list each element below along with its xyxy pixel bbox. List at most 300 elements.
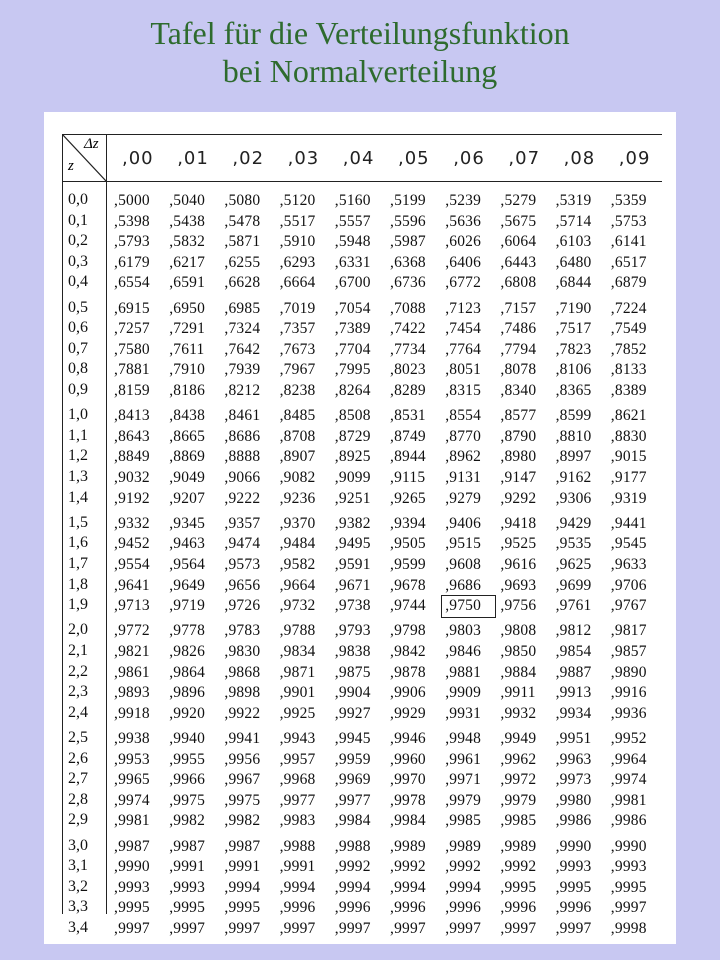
table-cell: ,8051 (445, 361, 482, 379)
table-cell: ,9992 (334, 858, 371, 876)
table-cell: ,5239 (445, 192, 482, 209)
table-cell: ,7054 (334, 299, 371, 317)
table-cell: ,5160 (334, 192, 371, 209)
table-cell: ,9871 (279, 663, 316, 681)
table-left-rule (62, 134, 63, 914)
table-cell: ,9990 (114, 858, 150, 876)
table-cell: ,7734 (390, 340, 426, 358)
table-cell: ,9993 (610, 858, 647, 876)
table-cell: ,8749 (390, 427, 426, 445)
table-cell: ,9991 (169, 858, 206, 876)
table-cell: ,8238 (279, 382, 316, 399)
table-cell: ,9995 (224, 899, 261, 917)
table-cell: ,9969 (334, 771, 371, 789)
z-value-label: 2,4 (68, 703, 88, 721)
table-cell: ,9066 (224, 469, 261, 486)
table-cell: ,7995 (334, 361, 371, 379)
table-cell: ,9798 (390, 622, 426, 640)
z-value-label: 2,6 (68, 749, 88, 767)
table-cell: ,9726 (224, 597, 261, 615)
table-cell: ,9993 (169, 878, 206, 896)
table-cell: ,9993 (555, 858, 592, 876)
table-cell: ,9956 (224, 750, 261, 768)
table-cell: ,9732 (279, 597, 316, 615)
table-cell: ,9207 (169, 489, 206, 507)
column-header: ,00 (122, 148, 154, 169)
table-cell: ,8621 (610, 407, 647, 425)
table-cell: ,6950 (169, 299, 206, 317)
table-cell: ,9985 (500, 812, 537, 830)
table-cell: ,6064 (500, 233, 537, 251)
table-cell: ,9961 (445, 750, 482, 768)
table-cell: ,9564 (169, 556, 206, 573)
table-cell: ,5319 (555, 192, 592, 209)
table-cell: ,9082 (279, 469, 316, 486)
table-cell: ,9474 (224, 535, 261, 553)
table-cell: ,9545 (610, 535, 647, 553)
table-cell: ,7910 (169, 361, 206, 379)
table-cell: ,9803 (445, 622, 482, 640)
table-cell: ,9966 (169, 771, 206, 789)
z-value-label: 0,3 (68, 252, 88, 270)
table-cell: ,5557 (334, 212, 371, 230)
table-cell: ,8907 (279, 448, 316, 466)
table-cell: ,9830 (224, 643, 261, 660)
column-header: ,07 (508, 148, 541, 169)
header-rule (62, 181, 662, 182)
z-value-label: 3,3 (68, 898, 88, 916)
table-cell: ,5398 (114, 212, 150, 230)
table-cell: ,6554 (114, 274, 150, 292)
table-cell: ,5080 (224, 192, 261, 209)
table-cell: ,9977 (279, 791, 316, 809)
table-cell: ,9945 (334, 730, 371, 747)
table-cell: ,9452 (114, 535, 150, 553)
table-cell: ,9994 (224, 878, 261, 896)
table-cell: ,9162 (555, 469, 592, 486)
table-cell: ,9965 (114, 771, 150, 789)
table-cell: ,7794 (500, 340, 537, 358)
table-cell: ,9878 (390, 663, 426, 681)
table-cell: ,9989 (445, 837, 482, 855)
table-cell: ,9987 (169, 837, 206, 855)
table-cell: ,9987 (114, 837, 150, 855)
table-cell: ,5987 (390, 233, 426, 251)
table-cell: ,9938 (114, 730, 150, 747)
table-cell: ,9015 (610, 448, 647, 466)
table-cell: ,6103 (555, 233, 592, 251)
table-cell: ,9177 (610, 469, 647, 486)
table-cell: ,9382 (334, 514, 371, 532)
z-value-label: 2,8 (68, 790, 88, 808)
table-cell: ,9971 (445, 771, 482, 789)
table-cell: ,9996 (445, 899, 482, 917)
table-cell: ,9838 (334, 643, 371, 660)
table-cell: ,5910 (279, 233, 316, 251)
table-cell: ,9920 (169, 704, 206, 722)
table-cell: ,9997 (500, 920, 537, 937)
table-cell: ,5871 (224, 233, 261, 251)
z-value-label: 0,7 (68, 339, 88, 357)
table-cell: ,9608 (445, 556, 482, 573)
table-cell: ,6443 (500, 253, 537, 271)
table-cell: ,6879 (610, 274, 647, 292)
table-cell: ,9898 (224, 684, 261, 702)
table-cell: ,5948 (334, 233, 371, 251)
table-cell: ,9192 (114, 489, 150, 507)
table-cell: ,9719 (169, 597, 206, 615)
table-cell: ,9357 (224, 514, 261, 532)
table-cell: ,9306 (555, 489, 592, 507)
table-cell: ,9641 (114, 576, 150, 594)
table-cell: ,9995 (169, 899, 206, 917)
table-cell: ,9949 (500, 730, 537, 747)
table-cell: ,9989 (390, 837, 426, 855)
table-cell: ,9996 (334, 899, 371, 917)
table-cell: ,9744 (390, 597, 426, 615)
table-cell: ,8508 (334, 407, 371, 425)
table-cell: ,9319 (610, 489, 647, 507)
table-cell: ,9988 (334, 837, 371, 855)
table-cell: ,9996 (500, 899, 537, 917)
table-cell: ,5636 (445, 212, 482, 230)
table-cell: ,9974 (114, 791, 150, 809)
table-cell: ,7019 (279, 299, 316, 317)
table-cell: ,9573 (224, 556, 261, 573)
z-value-label: 3,1 (68, 857, 88, 875)
table-cell: ,9979 (445, 791, 482, 809)
table-cell: ,9887 (555, 663, 592, 681)
table-cell: ,9778 (169, 622, 206, 640)
table-cell: ,6736 (390, 274, 426, 292)
table-cell: ,7190 (555, 299, 592, 317)
table-cell: ,9251 (334, 489, 371, 507)
table-cell: ,9978 (390, 791, 426, 809)
table-cell: ,5438 (169, 212, 206, 230)
table-cell: ,9616 (500, 556, 537, 573)
table-cell: ,9713 (114, 597, 150, 615)
table-cell: ,9988 (279, 837, 316, 855)
table-cell: ,7157 (500, 299, 537, 317)
table-cell: ,9993 (114, 878, 150, 896)
table-cell: ,8790 (500, 427, 537, 445)
table-cell: ,6141 (610, 233, 647, 251)
table-cell: ,9495 (334, 535, 371, 553)
column-header: ,05 (398, 148, 430, 169)
table-cell: ,9664 (279, 576, 316, 594)
table-cell: ,9099 (334, 469, 371, 486)
table-cell: ,8078 (500, 361, 537, 379)
table-cell: ,8315 (445, 382, 482, 399)
table-cell: ,6255 (224, 253, 261, 271)
table-cell: ,9981 (610, 791, 647, 809)
table-cell: ,9964 (610, 750, 647, 768)
table-cell: ,6772 (445, 274, 482, 292)
table-cell: ,9967 (224, 771, 261, 789)
table-cell: ,6406 (445, 253, 482, 271)
table-cell: ,9995 (555, 878, 592, 896)
table-cell: ,5000 (114, 192, 150, 209)
table-cell: ,9972 (500, 771, 537, 789)
table-cell: ,9875 (334, 663, 371, 681)
table-cell: ,9975 (169, 791, 206, 809)
table-cell: ,7549 (610, 320, 647, 338)
table-cell: ,9968 (279, 771, 316, 789)
table-cell: ,8708 (279, 427, 316, 445)
table-cell: ,9761 (555, 597, 592, 615)
table-cell: ,8869 (169, 448, 206, 466)
table-cell: ,9826 (169, 643, 206, 660)
table-cell: ,7642 (224, 340, 261, 358)
table-cell: ,9992 (445, 858, 482, 876)
table-cell: ,9808 (500, 622, 537, 640)
table-cell: ,8531 (390, 407, 426, 425)
table-cell: ,9535 (555, 535, 592, 553)
table-cell: ,6915 (114, 299, 150, 317)
table-cell: ,8340 (500, 382, 537, 399)
table-cell: ,9750 (445, 597, 482, 615)
table-cell: ,9989 (500, 837, 537, 855)
table-cell: ,5199 (390, 192, 426, 209)
table-cell: ,7324 (224, 320, 261, 338)
z-value-label: 1,9 (68, 596, 88, 614)
table-cell: ,8980 (500, 448, 537, 466)
table-cell: ,9332 (114, 514, 150, 532)
table-cell: ,9974 (610, 771, 647, 789)
z-column-rule (106, 134, 107, 914)
z-value-label: 1,3 (68, 468, 88, 485)
table-cell: ,5793 (114, 233, 150, 251)
table-cell: ,9591 (334, 556, 371, 573)
table-cell: ,9049 (169, 469, 206, 486)
table-cell: ,9861 (114, 663, 150, 681)
z-value-label: 2,7 (68, 770, 88, 788)
table-cell: ,9406 (445, 514, 482, 532)
table-cell: ,9554 (114, 556, 150, 573)
column-header: ,01 (177, 148, 209, 169)
table-cell: ,9633 (610, 556, 647, 573)
table-cell: ,9982 (169, 812, 206, 830)
z-value-label: 3,2 (68, 877, 88, 895)
table-cell: ,9222 (224, 489, 261, 507)
table-cell: ,9916 (610, 684, 647, 702)
z-value-label: 0,1 (68, 211, 88, 229)
table-cell: ,9738 (334, 597, 371, 615)
table-cell: ,8289 (390, 382, 426, 399)
z-value-label: 0,9 (68, 381, 88, 398)
table-cell: ,9931 (445, 704, 482, 722)
column-header: ,09 (618, 148, 651, 169)
table-cell: ,7454 (445, 320, 482, 338)
table-cell: ,6700 (334, 274, 371, 292)
table-cell: ,8438 (169, 407, 206, 425)
table-cell: ,9236 (279, 489, 316, 507)
z-value-label: 2,9 (68, 811, 88, 829)
table-cell: ,9515 (445, 535, 482, 553)
table-cell: ,9946 (390, 730, 426, 747)
table-cell: ,9418 (500, 514, 537, 532)
z-value-label: 2,5 (68, 729, 88, 746)
table-cell: ,9893 (114, 684, 150, 702)
table-cell: ,8849 (114, 448, 150, 466)
z-value-label: 0,5 (68, 298, 88, 316)
table-cell: ,9986 (555, 812, 592, 830)
table-cell: ,9901 (279, 684, 316, 702)
table-cell: ,9981 (114, 812, 150, 830)
table-cell: ,7257 (114, 320, 150, 338)
table-cell: ,9957 (279, 750, 316, 768)
z-value-label: 1,0 (68, 406, 88, 424)
table-cell: ,9918 (114, 704, 150, 722)
z-value-label: 0,2 (68, 232, 88, 250)
table-cell: ,9834 (279, 643, 316, 660)
table-cell: ,7123 (445, 299, 482, 317)
column-header: ,08 (563, 148, 596, 169)
z-value-label: 2,3 (68, 683, 88, 701)
table-cell: ,6664 (279, 274, 316, 292)
table-cell: ,8023 (390, 361, 426, 379)
table-cell: ,9997 (169, 920, 206, 937)
table-cell: ,9932 (500, 704, 537, 722)
table-cell: ,9997 (445, 920, 482, 937)
table-cell: ,9983 (279, 812, 316, 830)
table-cell: ,9032 (114, 469, 150, 486)
table-cell: ,9963 (555, 750, 592, 768)
table-cell: ,6026 (445, 233, 482, 251)
table-cell: ,7967 (279, 361, 316, 379)
table-cell: ,9997 (224, 920, 261, 937)
table-cell: ,9693 (500, 576, 537, 594)
table-cell: ,7224 (610, 299, 647, 317)
table-cell: ,9994 (279, 878, 316, 896)
table-cell: ,9625 (555, 556, 592, 573)
table-cell: ,9817 (610, 622, 647, 640)
table-cell: ,8461 (224, 407, 261, 425)
table-cell: ,8485 (279, 407, 316, 425)
table-cell: ,9857 (610, 643, 647, 660)
table-cell: ,8770 (445, 427, 482, 445)
table-cell: ,9960 (390, 750, 426, 768)
table-cell: ,9977 (334, 791, 371, 809)
table-cell: ,9913 (555, 684, 592, 702)
z-value-label: 1,5 (68, 513, 88, 531)
table-cell: ,7673 (279, 340, 316, 358)
table-cell: ,9951 (555, 730, 592, 747)
table-cell: ,9292 (500, 489, 537, 507)
table-cell: ,7852 (610, 340, 647, 358)
table-cell: ,7389 (334, 320, 371, 338)
table-cell: ,6331 (334, 253, 371, 271)
table-cell: ,9656 (224, 576, 261, 594)
table-cell: ,9995 (500, 878, 537, 896)
table-cell: ,5517 (279, 212, 316, 230)
table-cell: ,6591 (169, 274, 206, 292)
table-cell: ,9772 (114, 622, 150, 640)
table-cell: ,5279 (500, 192, 537, 209)
delta-z-label: Δz (84, 136, 99, 152)
z-value-label: 2,0 (68, 621, 88, 639)
z-value-label: 2,2 (68, 662, 88, 680)
table-cell: ,9927 (334, 704, 371, 722)
z-value-label: 1,7 (68, 555, 88, 572)
table-cell: ,9525 (500, 535, 537, 553)
table-cell: ,6293 (279, 253, 316, 271)
table-cell: ,9991 (279, 858, 316, 876)
z-value-label: 0,0 (68, 191, 88, 208)
table-cell: ,8888 (224, 448, 261, 466)
table-cell: ,5675 (500, 212, 537, 230)
table-cell: ,6179 (114, 253, 150, 271)
table-cell: ,9850 (500, 643, 537, 660)
table-cell: ,8830 (610, 427, 647, 445)
table-cell: ,9842 (390, 643, 426, 660)
table-cell: ,6217 (169, 253, 206, 271)
table-cell: ,9985 (445, 812, 482, 830)
table-cell: ,8944 (390, 448, 426, 466)
table-cell: ,8264 (334, 382, 371, 399)
z-value-label: 1,2 (68, 447, 88, 465)
table-cell: ,8729 (334, 427, 371, 445)
table-cell: ,6480 (555, 253, 592, 271)
table-cell: ,9505 (390, 535, 426, 553)
table-cell: ,9996 (555, 899, 592, 917)
table-cell: ,8212 (224, 382, 261, 399)
table-cell: ,9997 (610, 899, 647, 917)
table-cell: ,8389 (610, 382, 647, 399)
table-cell: ,9992 (390, 858, 426, 876)
table-cell: ,6985 (224, 299, 261, 317)
table-cell: ,7422 (390, 320, 426, 338)
z-value-label: 3,4 (68, 919, 88, 936)
table-cell: ,9996 (390, 899, 426, 917)
table-cell: ,5359 (610, 192, 647, 209)
table-cell: ,9890 (610, 663, 647, 681)
table-cell: ,9948 (445, 730, 482, 747)
table-cell: ,9131 (445, 469, 482, 486)
title-line-1: Tafel für die Verteilungsfunktion (150, 15, 570, 51)
table-cell: ,7823 (555, 340, 592, 358)
table-cell: ,9868 (224, 663, 261, 681)
table-cell: ,9884 (500, 663, 537, 681)
table-cell: ,9929 (390, 704, 426, 722)
table-cell: ,7486 (500, 320, 537, 338)
table-cell: ,8577 (500, 407, 537, 425)
table-cell: ,9147 (500, 469, 537, 486)
table-cell: ,7517 (555, 320, 592, 338)
table-cell: ,9994 (334, 878, 371, 896)
table-cell: ,9793 (334, 622, 371, 640)
table-cell: ,9370 (279, 514, 316, 532)
z-value-label: 3,0 (68, 836, 88, 854)
table-cell: ,8925 (334, 448, 371, 466)
table-cell: ,9986 (610, 812, 647, 830)
table-cell: ,7704 (334, 340, 371, 358)
table-cell: ,7291 (169, 320, 206, 338)
table-cell: ,9941 (224, 730, 261, 747)
table-cell: ,9846 (445, 643, 482, 660)
z-value-label: 0,8 (68, 360, 88, 378)
z-label: z (68, 158, 74, 174)
table-cell: ,9896 (169, 684, 206, 702)
table-cell: ,9997 (390, 920, 426, 937)
table-cell: ,9767 (610, 597, 647, 615)
table-cell: ,5596 (390, 212, 426, 230)
table-cell: ,9909 (445, 684, 482, 702)
table-cell: ,8599 (555, 407, 592, 425)
table-cell: ,5714 (555, 212, 592, 230)
table-cell: ,7611 (169, 340, 205, 358)
table-cell: ,9788 (279, 622, 316, 640)
